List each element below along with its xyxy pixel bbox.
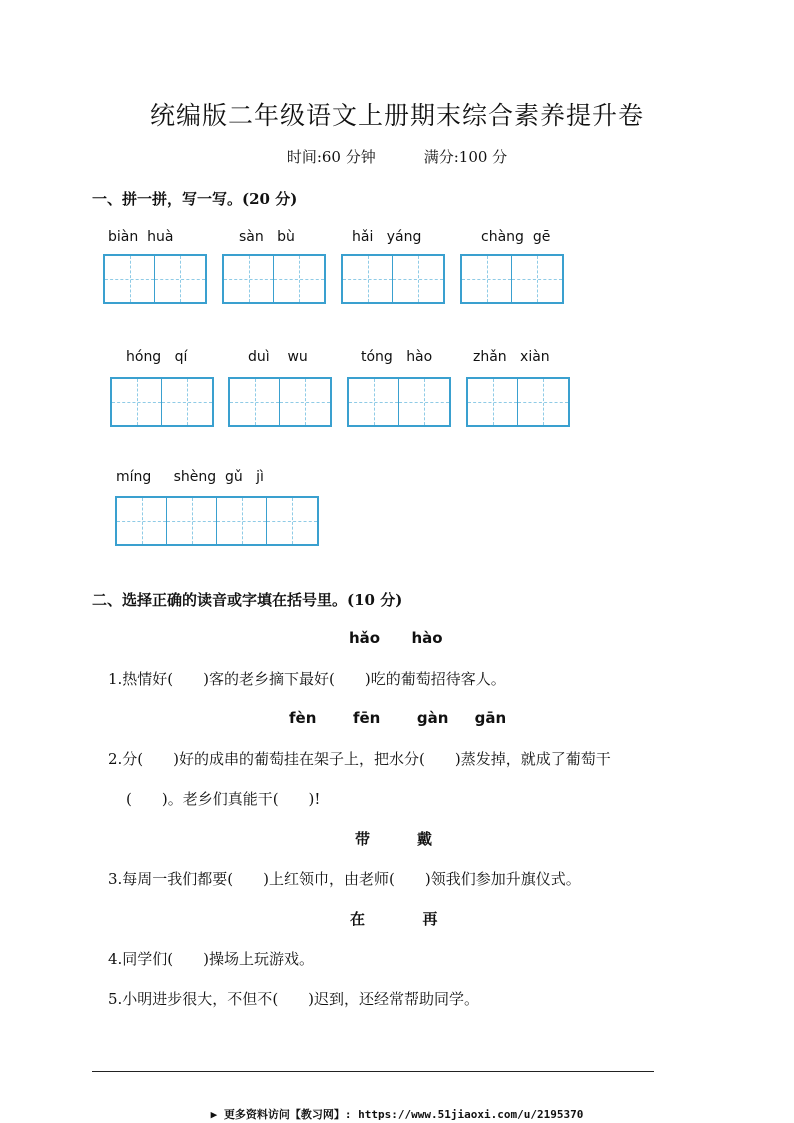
pinyin-label: hǎi yáng (352, 229, 422, 245)
exam-meta (0, 146, 794, 167)
pinyin-label: míng shèng gǔ jì (116, 469, 264, 485)
question-2-continued: ( )。老乡们真能干( )! (126, 790, 321, 808)
option-set: 在 再 (350, 910, 438, 928)
pinyin-label: tóng hào (361, 349, 433, 365)
writing-grid[interactable] (222, 254, 326, 304)
question-2: 2.分( )好的成串的葡萄挂在架子上，把水分( )蒸发掉，就成了葡萄干 (108, 750, 611, 768)
writing-grid[interactable] (115, 496, 319, 546)
writing-grid[interactable] (228, 377, 332, 427)
writing-grid[interactable] (347, 377, 451, 427)
question-4: 4.同学们( )操场上玩游戏。 (108, 950, 315, 968)
option-set: fèn fēn gàn gān (289, 709, 507, 727)
section2-heading: 二、选择正确的读音或字填在括号里。(10 分) (92, 591, 403, 609)
writing-grid[interactable] (460, 254, 564, 304)
question-3: 3.每周一我们都要( )上红领巾，由老师( )领我们参加升旗仪式。 (108, 870, 581, 888)
time-limit: 时间:60 分钟 (286, 148, 376, 166)
pinyin-label: biàn huà (108, 229, 174, 245)
writing-grid[interactable] (103, 254, 207, 304)
pinyin-label: sàn bù (239, 229, 295, 245)
pinyin-label: zhǎn xiàn (473, 349, 550, 365)
pinyin-label: hóng qí (126, 349, 188, 365)
option-set: 带 戴 (355, 830, 433, 848)
flag-icon: ▶ (210, 1108, 218, 1121)
writing-grid[interactable] (341, 254, 445, 304)
pinyin-label: duì wu (248, 349, 308, 365)
section1-heading: 一、拼一拼，写一写。(20 分) (92, 190, 298, 208)
writing-grid[interactable] (110, 377, 214, 427)
page-title: 统编版二年级语文上册期末综合素养提升卷 (149, 101, 644, 130)
question-5: 5.小明进步很大，不但不( )迟到，还经常帮助同学。 (108, 990, 480, 1008)
question-1: 1.热情好( )客的老乡摘下最好( )吃的葡萄招待客人。 (108, 670, 506, 688)
footer-text: 更多资料访问【教习网】: https://www.51jiaoxi.com/u/2195370 (223, 1108, 584, 1121)
full-score: 满分:100 分 (423, 148, 508, 166)
option-set: hǎo hào (349, 629, 443, 647)
writing-grid[interactable] (466, 377, 570, 427)
footer-link[interactable] (0, 1106, 794, 1122)
pinyin-label: chàng gē (481, 229, 551, 245)
footer-divider (92, 1071, 654, 1072)
